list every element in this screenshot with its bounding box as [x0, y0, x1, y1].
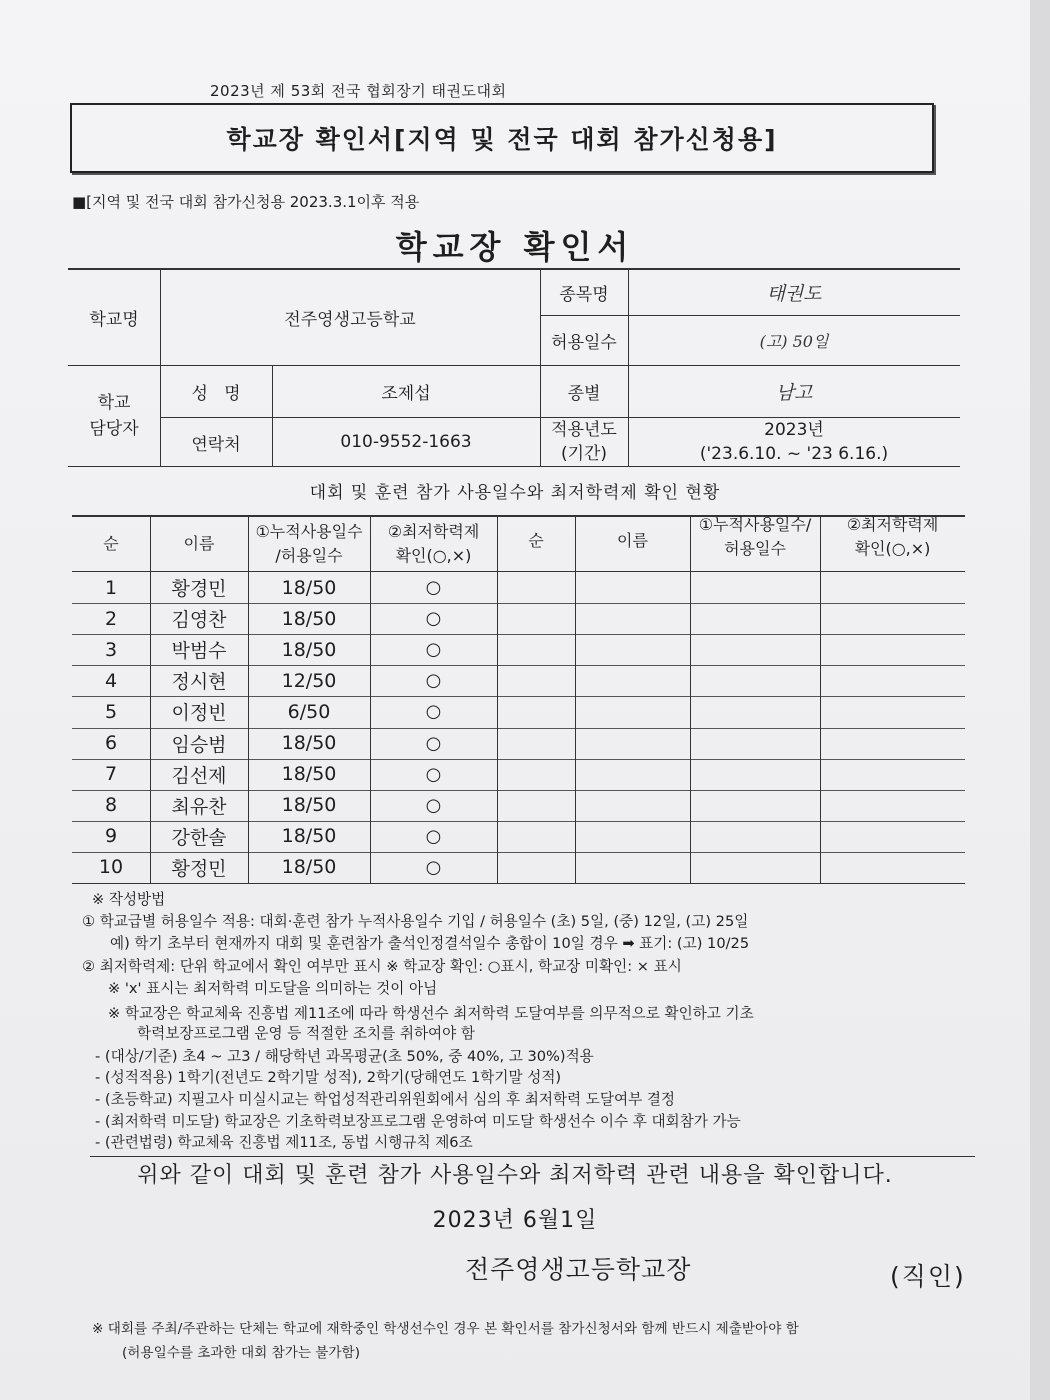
row-name: 임승범	[171, 733, 227, 756]
manager-label-line1: 학교	[97, 393, 131, 413]
page-edge	[1030, 0, 1050, 1400]
row-name: 박범수	[171, 640, 227, 663]
event-name: 2023년 제 53회 전국 협회장기 태권도대회	[210, 82, 507, 100]
row-grade: ○	[425, 639, 442, 661]
row-days: 18/50	[281, 732, 337, 755]
row-number: 5	[104, 700, 118, 723]
header-grade-right-line1: ②최저학력제	[846, 515, 939, 534]
contact-value: 010-9552-1663	[340, 432, 472, 452]
status-subtitle: 대회 및 훈련 참가 사용일수와 최저학력제 확인 현황	[309, 483, 721, 503]
row-number: 1	[104, 576, 118, 599]
event-value: 태권도	[766, 283, 822, 305]
header-days-right-line2: 허용일수	[724, 539, 786, 558]
principal-name: 전주영생고등학교장	[465, 1255, 692, 1284]
roster-col-line	[497, 515, 498, 883]
note-line: - (초등학교) 지필고사 미실시교는 학업성적관리위원회에서 심의 후 최저학력 도달여부 결정	[95, 1091, 676, 1108]
row-grade: ○	[425, 856, 442, 878]
row-number: 2	[104, 607, 118, 630]
contact-label: 연락처	[191, 434, 241, 455]
row-number: 6	[104, 732, 118, 755]
official-seal-label: (직인)	[890, 1262, 966, 1291]
roster-col-line	[820, 515, 821, 883]
main-title: 학교장 확인서	[395, 228, 635, 266]
row-days: 18/50	[281, 794, 337, 817]
note-line: ① 학교급별 허용일수 적용: 대회·훈련 참가 누적사용일수 기입 / 허용일수 (초) 5일, (중) 12일, (고) 25일	[82, 913, 749, 930]
notes-heading: ※ 작성방법	[92, 891, 166, 908]
footer-note-sub: (허용일수를 초과한 대회 참가는 불가함)	[122, 1345, 360, 1361]
row-days: 18/50	[281, 576, 337, 599]
header-name-right: 이름	[617, 531, 648, 550]
year-label	[540, 418, 628, 466]
row-days: 18/50	[281, 607, 337, 630]
row-name: 김선제	[171, 764, 227, 787]
school-value: 전주영생고등학교	[284, 310, 416, 330]
header-days-line2: /허용일수	[275, 546, 343, 565]
note-line: - (성적적용) 1학기(전년도 2학기말 성적), 2학기(당해연도 1학기말 성적)	[95, 1069, 562, 1086]
header-grade-right	[820, 510, 965, 564]
year-value-line2: ('23.6.10. ~ '23 6.16.)	[699, 444, 889, 464]
row-grade: ○	[425, 825, 442, 847]
note-line: ② 최저학력제: 단위 학교에서 확인 여부만 표시 ※ 학교장 확인: ○표시, 학교장 미확인: × 표시	[82, 958, 682, 975]
row-days: 18/50	[281, 763, 337, 786]
row-days: 18/50	[281, 638, 337, 661]
allowed-days-value: (고) 50일	[759, 332, 829, 351]
header-days	[248, 517, 370, 571]
school-label: 학교명	[89, 310, 139, 330]
row-number: 3	[104, 638, 118, 661]
row-grade: ○	[425, 670, 442, 692]
header-grade-line2: 확인(○,×)	[395, 546, 472, 565]
notes-divider	[90, 1156, 975, 1157]
header-name: 이름	[183, 534, 215, 553]
confirmation-text: 위와 같이 대회 및 훈련 참가 사용일수와 최저학력 관련 내용을 확인합니다.	[137, 1163, 893, 1188]
row-name: 이정빈	[171, 702, 227, 725]
note-line: ※ 학교장은 학교체육 진흥법 제11조에 따라 학생선수 최저학력 도달여부를 의무적으로 확인하고 기초	[108, 1005, 754, 1022]
document-title-box: 학교장 확인서[지역 및 전국 대회 참가신청용]	[70, 103, 934, 173]
row-name: 최유찬	[171, 795, 227, 818]
name-label: 성 명	[191, 384, 241, 404]
apply-note: ■[지역 및 전국 대회 참가신청용 2023.3.1이후 적용	[72, 193, 420, 211]
roster-bottom-border	[72, 883, 965, 884]
row-grade: ○	[425, 732, 442, 754]
row-days: 6/50	[287, 700, 331, 723]
row-days: 18/50	[281, 856, 337, 879]
header-days-right-line1: ①누적사용일수/	[698, 515, 812, 534]
row-number: 7	[104, 763, 118, 786]
header-no-right: 순	[528, 531, 544, 550]
name-value: 조제섭	[381, 384, 431, 404]
row-number: 10	[98, 856, 124, 879]
row-name: 강한솔	[171, 826, 227, 849]
year-value-line1: 2023년	[764, 420, 824, 440]
row-number: 8	[104, 794, 118, 817]
row-grade: ○	[425, 701, 442, 723]
header-no: 순	[103, 534, 119, 553]
header-grade-right-line2: 확인(○,×)	[854, 539, 931, 558]
row-number: 9	[104, 825, 118, 848]
row-number: 4	[104, 669, 118, 692]
note-line: 예) 학기 초부터 현재까지 대회 및 훈련참가 출석인정결석일수 총합이 10일 경우 ➡ 표기: (고) 10/25	[110, 935, 750, 952]
note-line: - (최저학력 미도달) 학교장은 기초학력보장프로그램 운영하여 미도달 학생선수 이수 후 대회참가 가능	[95, 1113, 741, 1130]
row-name: 정시현	[171, 671, 227, 694]
row-days: 12/50	[281, 669, 337, 692]
footer-note: ※ 대회를 주최/주관하는 단체는 학교에 재학중인 학생선수인 경우 본 확인서를 참가신청서와 함께 반드시 제출받아야 함	[92, 1321, 799, 1337]
allowed-days-label: 허용일수	[551, 333, 617, 353]
row-name: 김영찬	[171, 609, 227, 632]
note-line: 학력보장프로그램 운영 등 적절한 조치를 취하여야 함	[137, 1025, 475, 1042]
year-label-line2: (기간)	[560, 444, 608, 464]
header-grade-line1: ②최저학력제	[387, 522, 480, 541]
row-days: 18/50	[281, 825, 337, 848]
info-table-bottom-border	[68, 466, 960, 467]
gender-value: 남고	[775, 382, 813, 404]
issue-date: 2023년 6월1일	[432, 1208, 598, 1233]
header-days-right	[690, 510, 820, 564]
note-line: - (관련법령) 학교체육 진흥법 제11조, 동법 시행규칙 제6조	[95, 1134, 473, 1151]
event-label: 종목명	[559, 285, 609, 305]
roster-col-line	[575, 515, 576, 883]
year-value	[628, 418, 960, 466]
manager-label	[68, 366, 160, 466]
year-label-line1: 적용년도	[551, 420, 617, 440]
gender-label: 종별	[567, 384, 601, 404]
roster-col-line	[690, 515, 691, 883]
note-line: ※ 'x' 표시는 최저학력 미도달을 의미하는 것이 아님	[108, 980, 438, 997]
note-line: - (대상/기준) 초4 ~ 고3 / 해당학년 과목평균(초 50%, 중 40%, 고 30%)적용	[95, 1048, 594, 1065]
header-days-line1: ①누적사용일수	[255, 522, 363, 541]
row-name: 황경민	[171, 578, 227, 601]
row-grade: ○	[425, 794, 442, 816]
row-grade: ○	[425, 763, 442, 785]
manager-label-line2: 담당자	[89, 419, 139, 439]
row-name: 황정민	[171, 857, 227, 880]
row-grade: ○	[425, 577, 442, 599]
header-grade	[370, 517, 497, 571]
row-grade: ○	[425, 608, 442, 630]
